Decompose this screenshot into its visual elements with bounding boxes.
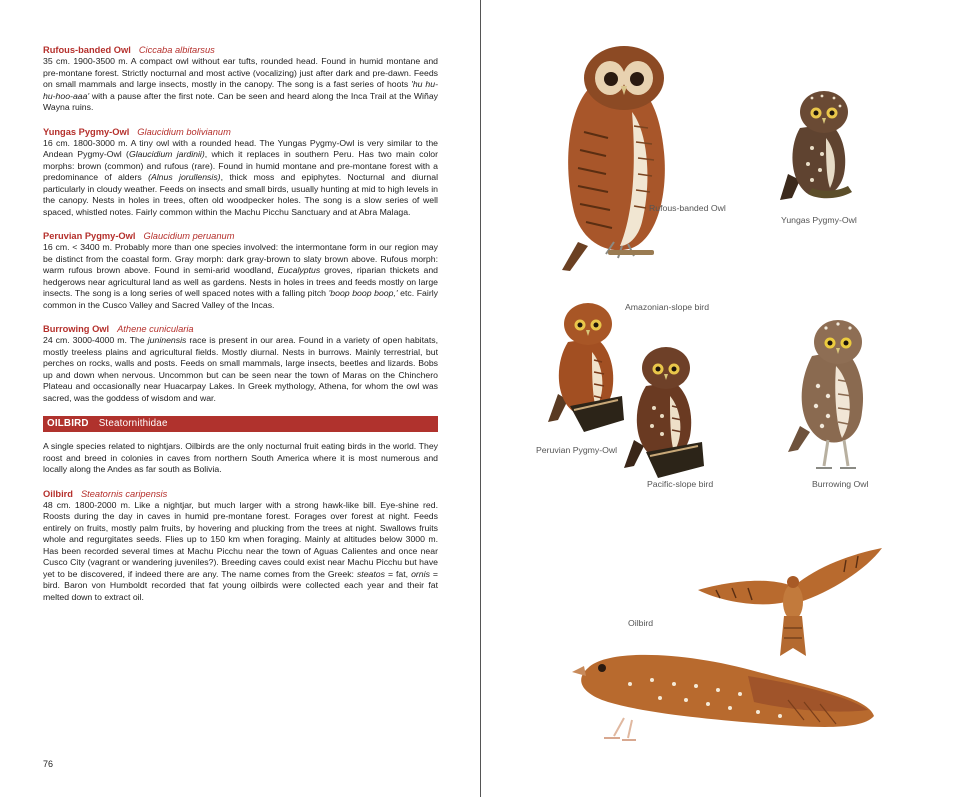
text-run: , thick moss and epiphytes. Nocturnal and diurnal particularly in cloudy weather. Feeds on insects and small birds, usually hunting at mid to high levels in the canopy. Nests in holes in trees, often old woodpecker holes. The song is a slow series of well spaced, whistled notes. Fairly common within the Machu Picchu Sanctuary and at Abra Malaga. [43,172,439,217]
peruvian-pygmy-owl-pacific-illustration [622,344,714,478]
caption-yungas-pygmy-owl: Yungas Pygmy-Owl [781,215,857,225]
text-column [43,44,438,615]
common-name: Burrowing Owl [43,324,110,334]
text-run: = fat, [384,568,412,579]
species-title [43,488,438,500]
species-entry [43,230,438,311]
family-intro-text: A single species related to nightjars. Oilbirds are the only nocturnal fruit eating birds in the world. They roost and breed in colonies in caves from northern South America where it is most numerous and locally along the Andes as far south as Bolivia. [43,441,438,474]
scientific-name: Glaucidium bolivianum [137,126,231,137]
common-name: Yungas Pygmy-Owl [43,126,130,137]
species-description [43,138,438,219]
common-name: Peruvian Pygmy-Owl [43,231,136,241]
rufous-banded-owl-illustration [548,42,698,274]
species-description [43,242,438,311]
caption-amazonian-slope-bird: Amazonian-slope bird [625,302,710,312]
right-page [482,0,960,797]
italic-text-run: 'hu hu-hu-hoo-aaa' [43,79,438,101]
italic-text-run: (Alnus jorullensis) [148,172,221,182]
scientific-name: Athene cunicularia [117,324,194,334]
species-description [43,335,438,404]
common-name: Rufous-banded Owl [43,45,131,55]
text-run: 48 cm. 1800-2000 m. Like a nightjar, but much larger with a strong hawk-like bill. Eye-shine red. Roosts during the day in caves in humid pre-montane forest. Forages over forest at night. Feeds entirely on fruits, mostly palm fruits, by hovering and plucking from the trees at night. Swallows fruits whole and regurgitates seeds. Flies up to 150 km when foraging. Mainly at altitudes below 3000 m. Has been recorded several times at Machu Picchu near the town of Aguas Calientes and once near Cusco City (vagrant or wandering juveniles?). Breeding caves could exist near Machu Picchu but have yet to be discovered, if indeed there are any. The name comes from the Greek: [43,499,438,579]
caption-pacific-slope-bird: Pacific-slope bird [647,479,714,489]
text-run: 24 cm. 3000-4000 m. The [43,335,148,345]
text-run: with a pause after the first note. Can be seen and heard along the Inca Trail at the Wiñay Wayna ruins. [43,90,438,112]
family-header [43,416,438,432]
italic-text-run: juninensis [147,335,187,345]
italic-text-run: ornis [411,568,430,579]
family-scientific-name: Steatornithidae [98,418,168,429]
caption-oilbird: Oilbird [628,618,654,628]
peruvian-pygmy-owl-amazonian-illustration [544,300,634,432]
text-run: groves, riparian thickets and hedgerows near agricultural land as well as gardens. Nests in holes in trees and feeds mostly on large insects. The song is a long series of well spaced notes with a falling pitch [43,265,438,298]
caption-burrowing-owl: Burrowing Owl [812,479,869,489]
family-name: OILBIRD [47,418,89,429]
oilbird-perched-illustration [568,640,878,750]
page-number: 76 [43,759,54,769]
species-title [43,323,438,335]
species-description [43,500,438,604]
scientific-name: Glaucidium peruanum [143,231,235,241]
text-run: 16 cm. 1800-3000 m. A tiny owl with a rounded head. The Yungas Pygmy-Owl is very similar to the Andean Pygmy-Owl ( [43,137,438,159]
text-run: race is present in our area. Found in a variety of open habitats, mostly treeless plains and agricultural fields. Mostly diurnal. Nests in burrows. Mainly terrestrial, but perches on rocks, walls and posts. Feeds on small mammals, large insects, beetles and lizards. Bobs up and down when nervous. Uncommon but can be seen near the town of Maras on the Chinchero Plateau and occasionally near Huacarpay Lakes. In Greek mythology, Athena, for whom the owl was sacred, was the goddess of wisdom and war. [43,335,439,403]
scientific-name: Steatornis caripensis [80,488,168,499]
common-name: Oilbird [43,488,73,499]
caption-rufous-banded-owl: Rufous-banded Owl [649,203,726,213]
yungas-pygmy-owl-illustration [778,88,862,208]
italic-text-run: 'boop boop boop,' [328,288,398,298]
family-intro [43,441,438,476]
species-entry [43,323,438,404]
species-entry [43,488,438,604]
species-entry [43,126,438,219]
species-description [43,56,438,114]
text-run: , which it replaces in southern Peru. Has two main color morphs: brown (common) and rufous (rare). Found in humid montane and pre-montane forest with a predominance of alders [43,149,439,182]
italic-text-run: Eucalyptus [277,265,321,275]
species-title [43,230,438,242]
text-run: 35 cm. 1900-3500 m. A compact owl without ear tufts, rounded head. Found in humid montane and pre-montane forest. Strictly nocturnal and most active (vocalizing) just after dark and pre-dawn. Feeds on small mammals and large insects, mostly in the canopy. The song is a fast series of hoots [43,56,438,89]
text-run: etc. Fairly common in the Cusco Valley and Sacred Valley of the Incas. [43,288,438,310]
species-title [43,126,438,138]
italic-text-run: Glaucidium jardinii) [128,149,205,159]
burrowing-owl-illustration [788,316,888,476]
italic-text-run: steatos [356,568,385,579]
text-run: 16 cm. < 3400 m. Probably more than one species involved: the intermontane form in our region may be distinct from the coastal form. Gray morph: dark gray-brown to slaty brown above. Rufous morph: warm rufous brown above. Found in semi-arid woodland, [43,242,438,275]
text-run: = bird. Baron von Humboldt recorded that fat young oilbirds were collected each year and their fat melted down to extract oil. [43,568,438,602]
caption-peruvian-pygmy-owl: Peruvian Pygmy-Owl [536,445,618,455]
scientific-name: Ciccaba albitarsus [138,45,215,55]
species-entry [43,44,438,114]
species-title [43,44,438,56]
